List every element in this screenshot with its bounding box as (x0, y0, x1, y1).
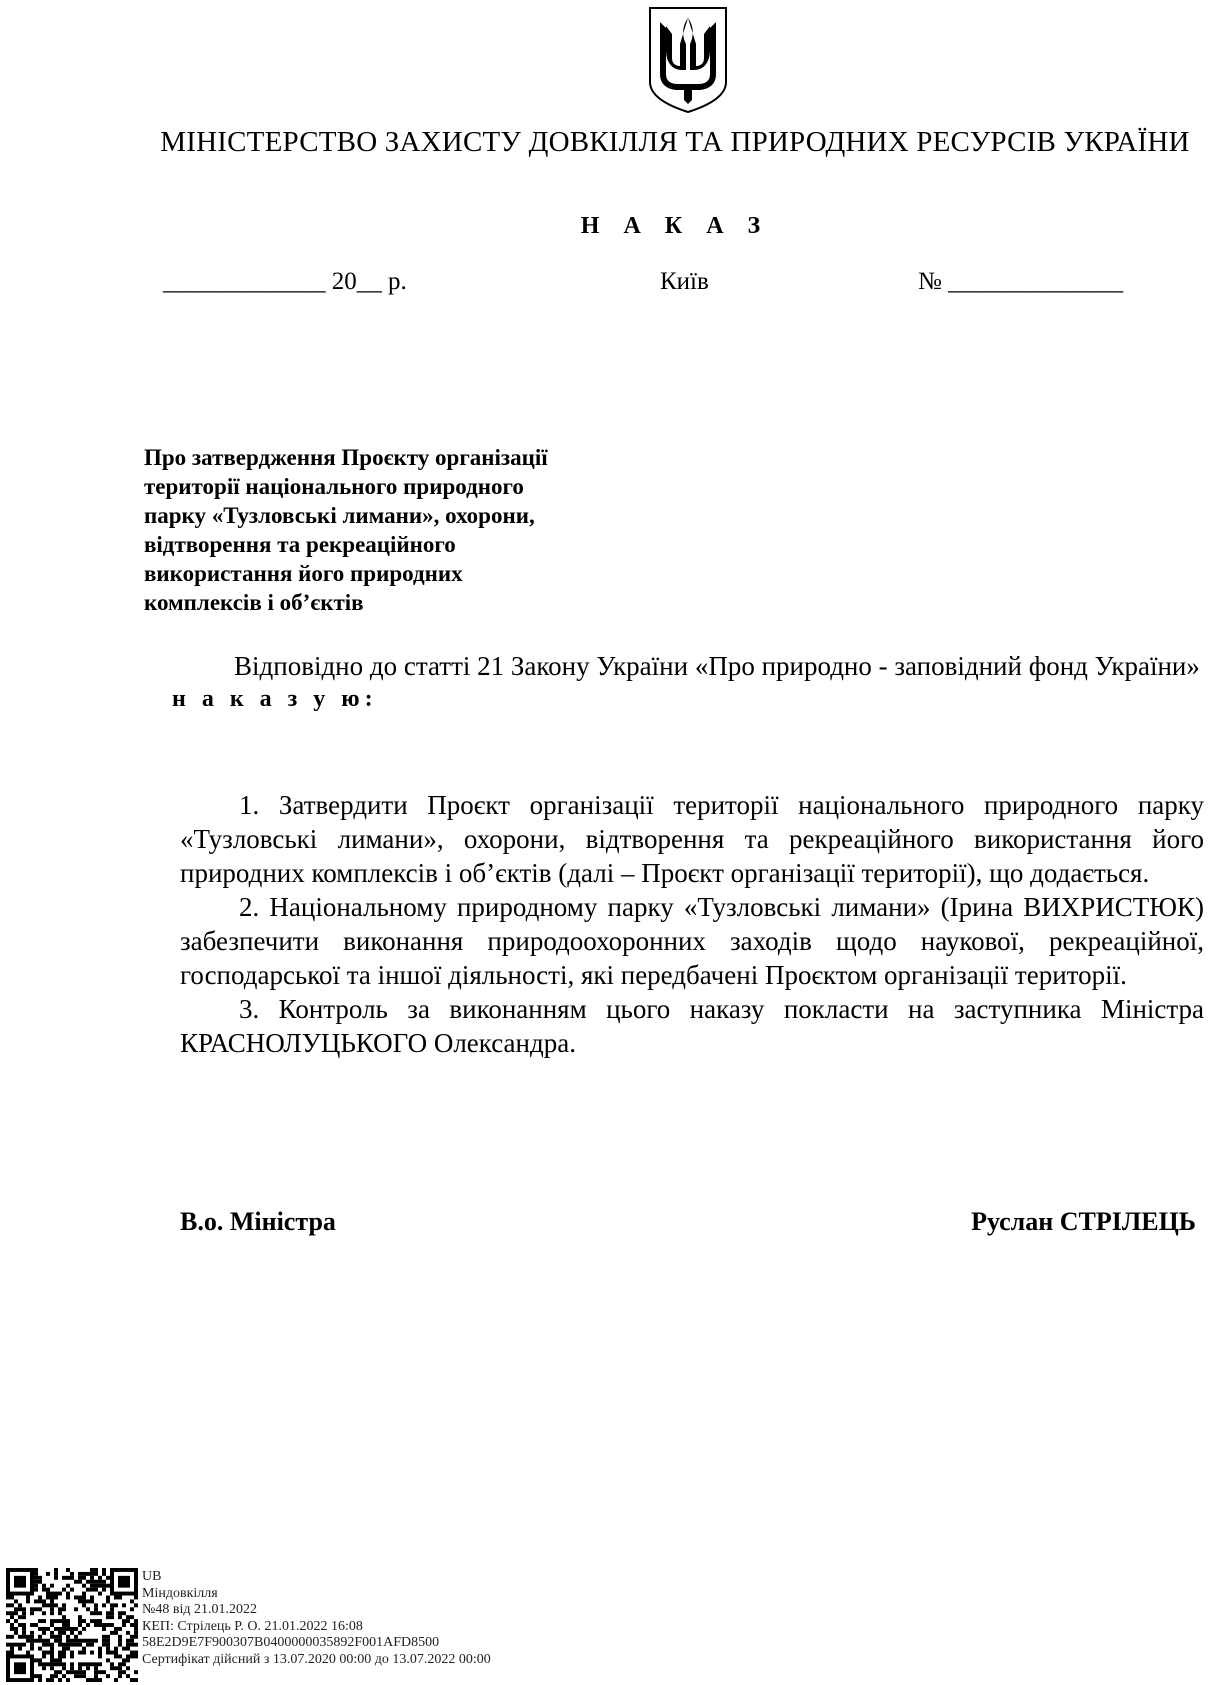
order-item: 1. Затвердити Проєкт організації території національного природного парку «Тузловські лимани», охорони, відтворення та рекреаційного використання його природних комплексів і об’єктів (далі – Проєкт організації території), що додається. (180, 790, 1204, 888)
qr-code-icon (6, 1568, 138, 1682)
stamp-line: 58E2D9E7F900307B0400000035892F001AFD8500 (142, 1635, 440, 1650)
date-line: _____________ 20__ р. (163, 268, 407, 295)
preamble-text: Відповідно до статті 21 Закону України «Про природно - заповідний фонд України» (234, 651, 1200, 681)
city: Київ (660, 268, 709, 295)
stamp-line: №48 від 21.01.2022 (142, 1602, 257, 1617)
stamp-line: Сертифікат дійсний з 13.07.2020 00:00 до 13.07.2022 00:00 (142, 1651, 491, 1667)
document-type: Н А К А З (580, 213, 770, 239)
signatory-role: В.о. Міністра (180, 1207, 336, 1236)
subject-line: використання його природних (144, 561, 463, 586)
order-subject (144, 443, 644, 617)
stamp-line: КЕП: Стрілець Р. О. 21.01.2022 16:08 (142, 1618, 363, 1634)
ministry-name: МІНІСТЕРСТВО ЗАХИСТУ ДОВКІЛЛЯ ТА ПРИРОДНИХ РЕСУРСІВ УКРАЇНИ (160, 126, 1190, 158)
subject-line: території національного природного (144, 474, 524, 499)
signature-stamp (142, 1569, 491, 1668)
subject-line: відтворення та рекреаційного (144, 532, 456, 557)
number-line: № ______________ (918, 268, 1124, 295)
stamp-line: Міндовкілля (142, 1585, 218, 1601)
subject-line: парку «Тузловські лимани», охорони, (144, 503, 535, 528)
order-items (180, 788, 1204, 1060)
order-verb: н а к а з у ю: (172, 686, 378, 712)
order-item: 2. Національному природному парку «Тузловські лимани» (Ірина ВИХРИСТЮК) забезпечити виконання природоохоронних заходів щодо наукової, рекреаційної, господарської та іншої діяльності, які передбачені Проєктом організації території. (180, 892, 1204, 990)
signatory-name: Руслан СТРІЛЕЦЬ (971, 1207, 1196, 1236)
trident-icon (646, 4, 730, 116)
order-item: 3. Контроль за виконанням цього наказу покласти на заступника Міністра КРАСНОЛУЦЬКОГО Олександра. (180, 994, 1204, 1058)
subject-line: комплексів і об’єктів (144, 590, 364, 615)
preamble (172, 650, 1214, 716)
stamp-line: UB (142, 1569, 162, 1584)
subject-line: Про затвердження Проєкту організації (144, 445, 548, 470)
